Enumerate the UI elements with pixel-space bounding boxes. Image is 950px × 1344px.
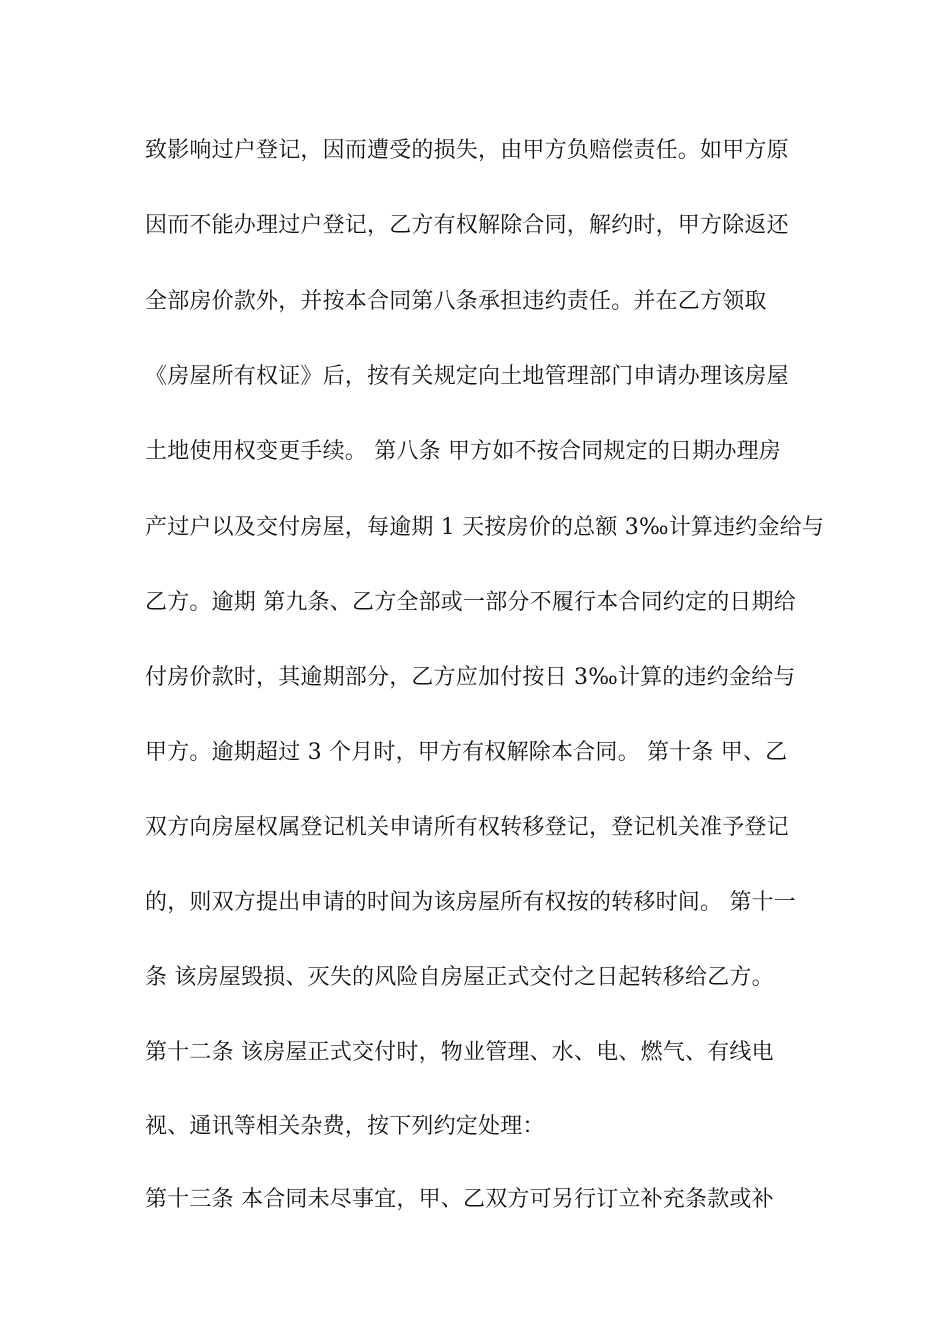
text-line: 致影响过户登记，因而遭受的损失，由甲方负赔偿责任。如甲方原 [145,138,789,163]
text-line: 视、通讯等相关杂费，按下列约定处理： [145,1114,545,1139]
text-line: 第十三条 本合同未尽事宜，甲、乙双方可另行订立补充条款或补 [145,1187,774,1212]
text-line: 付房价款时，其逾期部分，乙方应加付按日 3‰计算的违约金给与 [145,665,796,690]
text-line: 的，则双方提出申请的时间为该房屋所有权按的转移时间。 第十一 [145,890,796,915]
text-line: 条 该房屋毁损、灭失的风险自房屋正式交付之日起转移给乙方。 [145,965,774,990]
text-line: 乙方。逾期 第九条、乙方全部或一部分不履行本合同约定的日期给 [145,590,796,615]
text-line: 土地使用权变更手续。 第八条 甲方如不按合同规定的日期办理房 [145,439,781,464]
text-line: 甲方。逾期超过 3 个月时，甲方有权解除本合同。 第十条 甲、乙 [145,740,788,765]
text-line: 因而不能办理过户登记，乙方有权解除合同，解约时，甲方除返还 [145,213,789,238]
text-line: 全部房价款外，并按本合同第八条承担违约责任。并在乙方领取 [145,289,767,314]
text-line: 第十二条 该房屋正式交付时，物业管理、水、电、燃气、有线电 [145,1040,774,1065]
text-line: 双方向房屋权属登记机关申请所有权转移登记，登记机关准予登记 [145,815,789,840]
text-line: 产过户以及交付房屋，每逾期 1 天按房价的总额 3‰计算违约金给与 [145,515,825,540]
text-line: 《房屋所有权证》后，按有关规定向土地管理部门申请办理该房屋 [145,364,789,389]
